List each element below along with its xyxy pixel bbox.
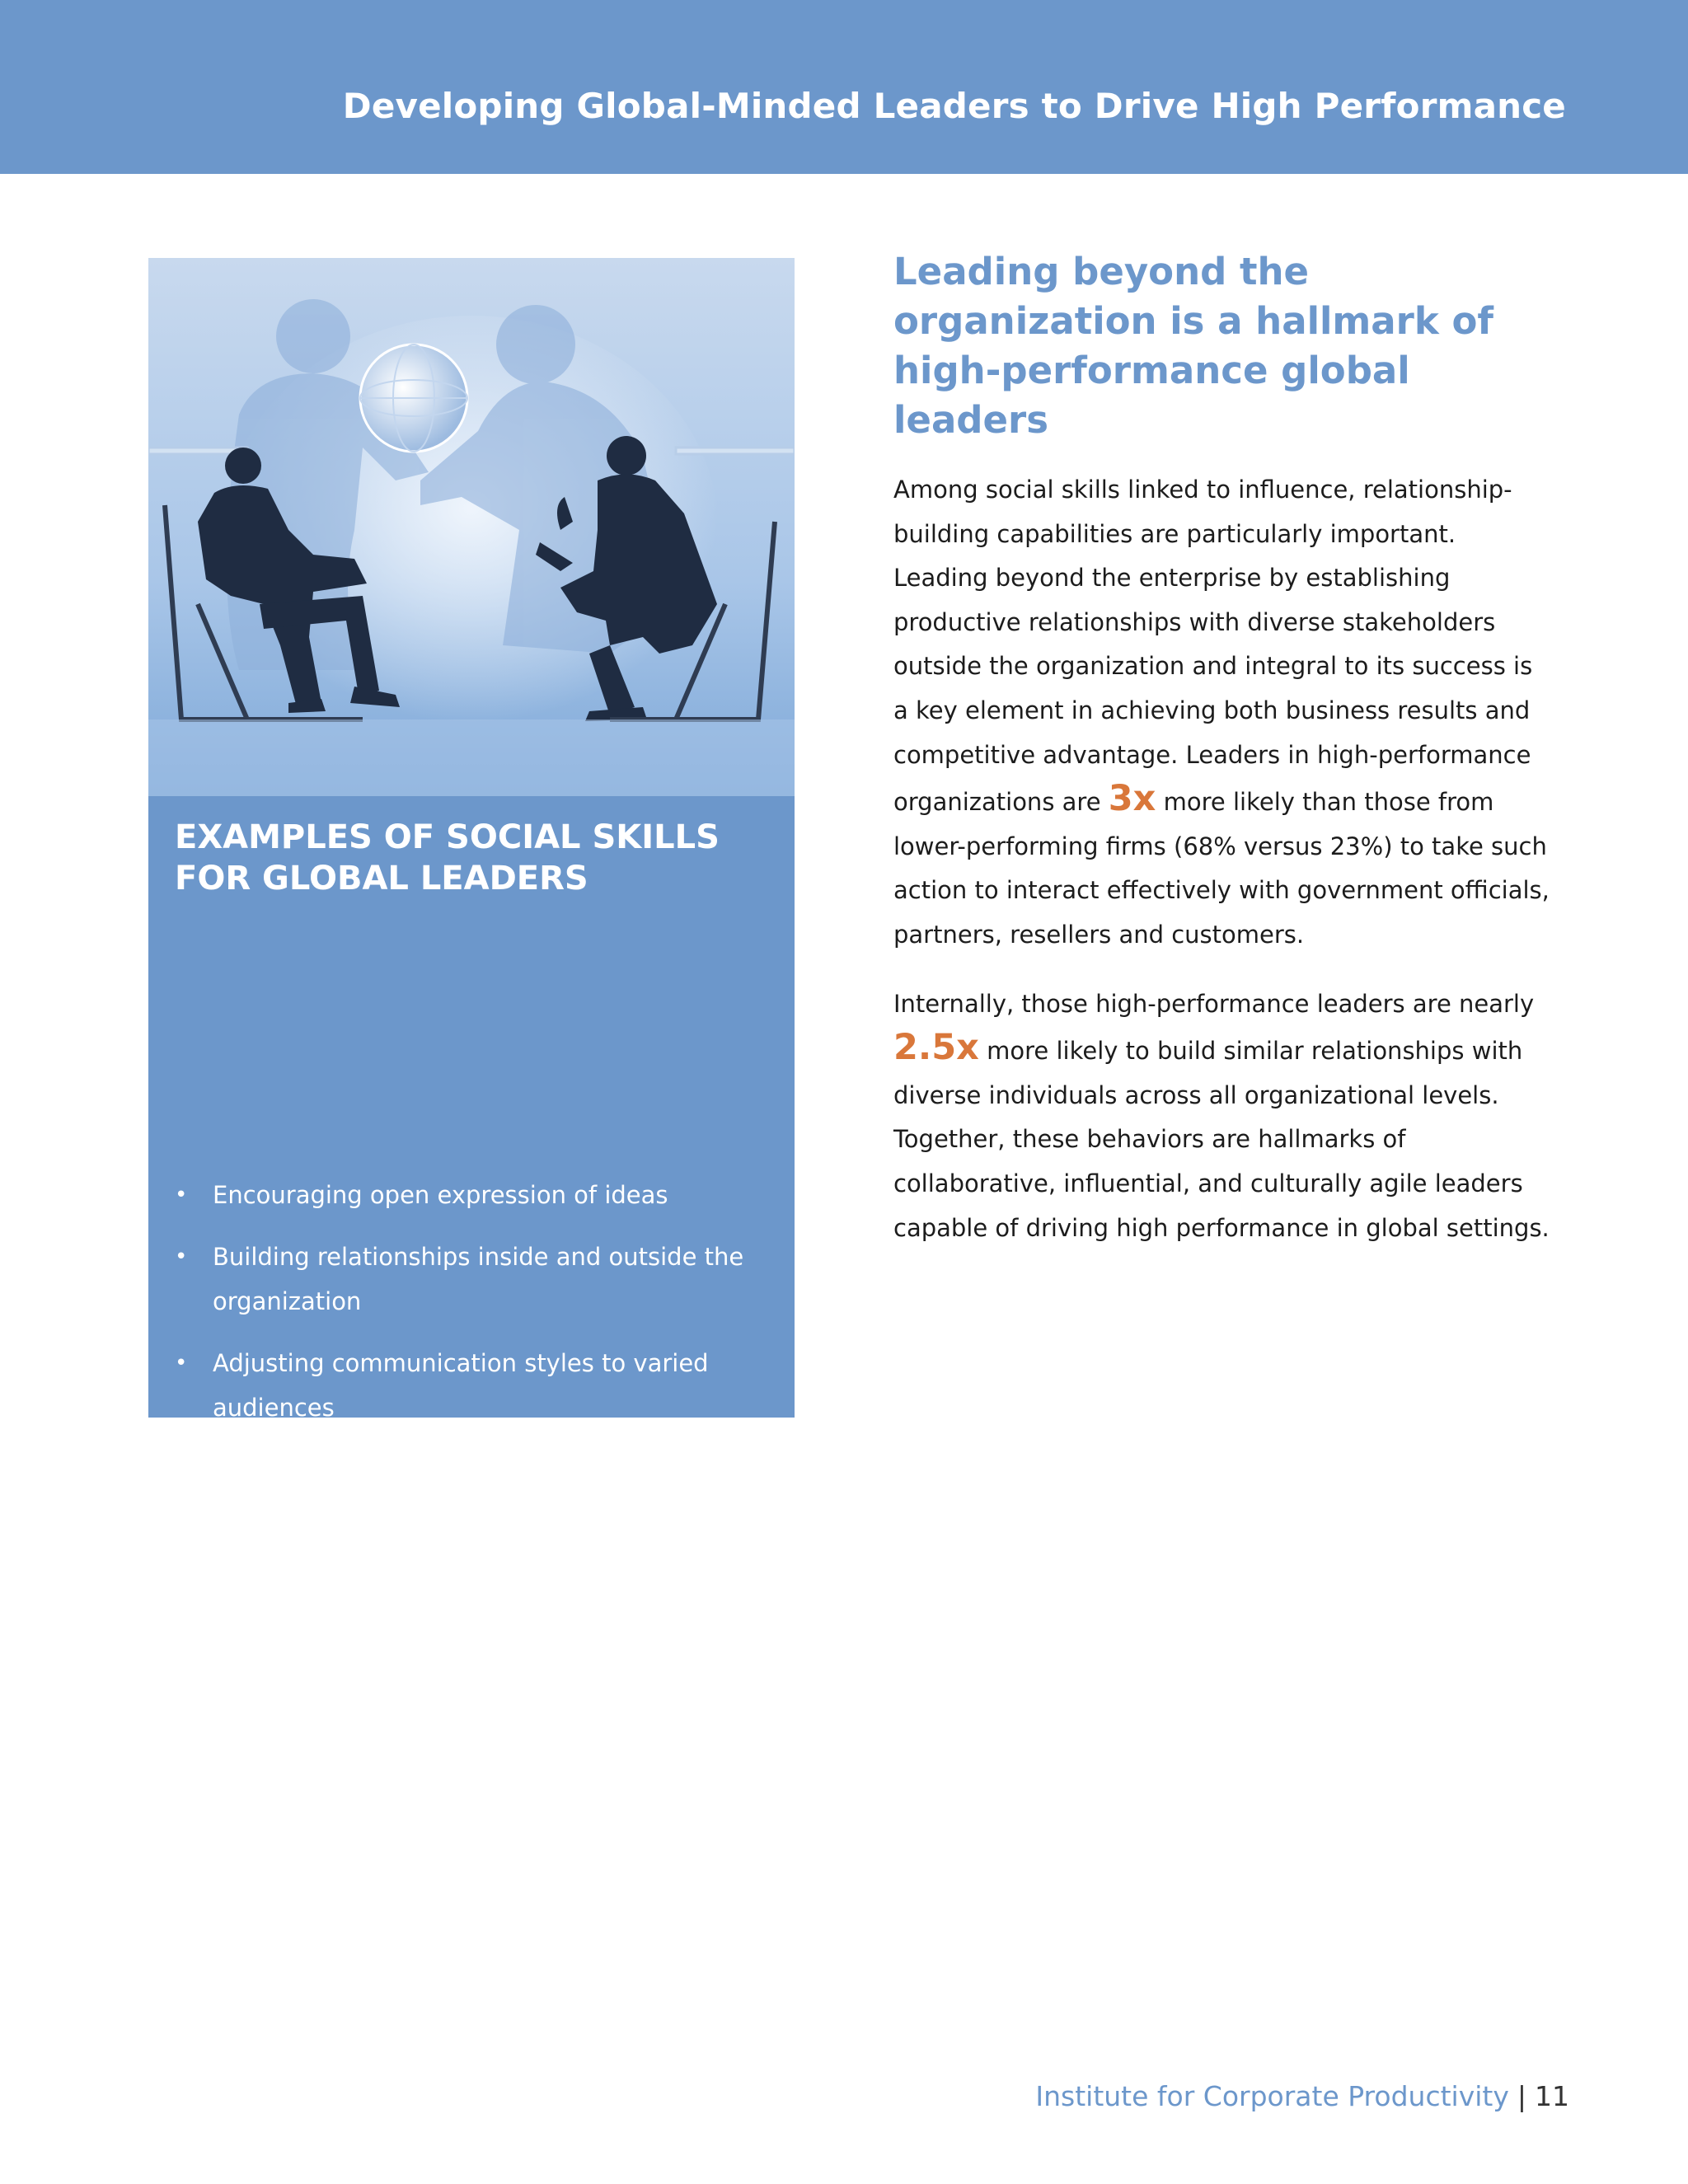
page-number: 11 <box>1535 2080 1569 2112</box>
list-item-label: Adjusting communication styles to varied audiences <box>213 1349 709 1422</box>
bullet: • <box>175 1244 188 1269</box>
list-item <box>175 1341 768 1430</box>
list-item <box>175 1554 768 1643</box>
social-skills-sidebar <box>148 258 795 1634</box>
article-paragraph-2 <box>893 982 1553 1251</box>
paragraph-text: Among social skills linked to influence, relationship-building capabilities are particularly important. Leading beyond the enterprise by establishing productive relationships with diverse stakeholders outside the organization and integral to its success is a key element in achieving both business results and competitive advantage. Leaders in high-performance organizations are <box>893 476 1533 817</box>
list-item-label: Demonstrating awareness of global differences in cultural practices <box>213 1455 638 1528</box>
article-heading: Leading beyond the organization is a hallmark of high-performance global leaders <box>893 250 1493 442</box>
paragraph-text: Internally, those high-performance leaders are nearly <box>893 989 1535 1018</box>
stat-highlight-3x: 3x <box>1108 778 1156 820</box>
sidebar-title <box>175 817 768 899</box>
business-meeting-photo <box>148 258 795 796</box>
footer-separator: | <box>1517 2080 1526 2112</box>
bullet: • <box>175 1183 188 1207</box>
list-item <box>175 1447 768 1536</box>
list-item <box>175 1173 768 1217</box>
list-item <box>175 1235 768 1324</box>
bullet: • <box>175 1351 188 1376</box>
article-paragraph-1 <box>893 468 1553 958</box>
header-band <box>0 0 1688 174</box>
bullet: • <box>175 1457 188 1482</box>
bullet: • <box>175 1563 188 1588</box>
page-footer <box>1035 2080 1569 2112</box>
footer-organization: Institute for Corporate Productivity <box>1035 2080 1509 2112</box>
sidebar-title-line: FOR GLOBAL LEADERS <box>175 860 588 898</box>
paragraph-text: more likely to build similar relationships with diverse individuals across all organizational levels. Together, these behaviors are hallmarks of collaborative, influential, and culturally agile leaders capable of driving high performance in global settings. <box>893 1037 1550 1242</box>
list-item-label: Building relationships inside and outside the organization <box>213 1243 744 1315</box>
list-item-label: Encouraging open expression of ideas <box>213 1181 668 1209</box>
stat-highlight-2-5x: 2.5x <box>893 1027 979 1069</box>
document-title: Developing Global-Minded Leaders to Drive High Performance <box>342 86 1566 126</box>
list-item-label: Maintaining positive relationships under difficult circumstances <box>213 1562 692 1634</box>
paragraph-text: more likely than those from lower-performing firms (68% versus 23%) to take such action to interact effectively with government officials, partners, resellers and customers. <box>893 788 1550 949</box>
social-skills-list <box>175 1173 768 1660</box>
sidebar-title-line: EXAMPLES OF SOCIAL SKILLS <box>175 818 720 856</box>
article <box>893 247 1553 1250</box>
